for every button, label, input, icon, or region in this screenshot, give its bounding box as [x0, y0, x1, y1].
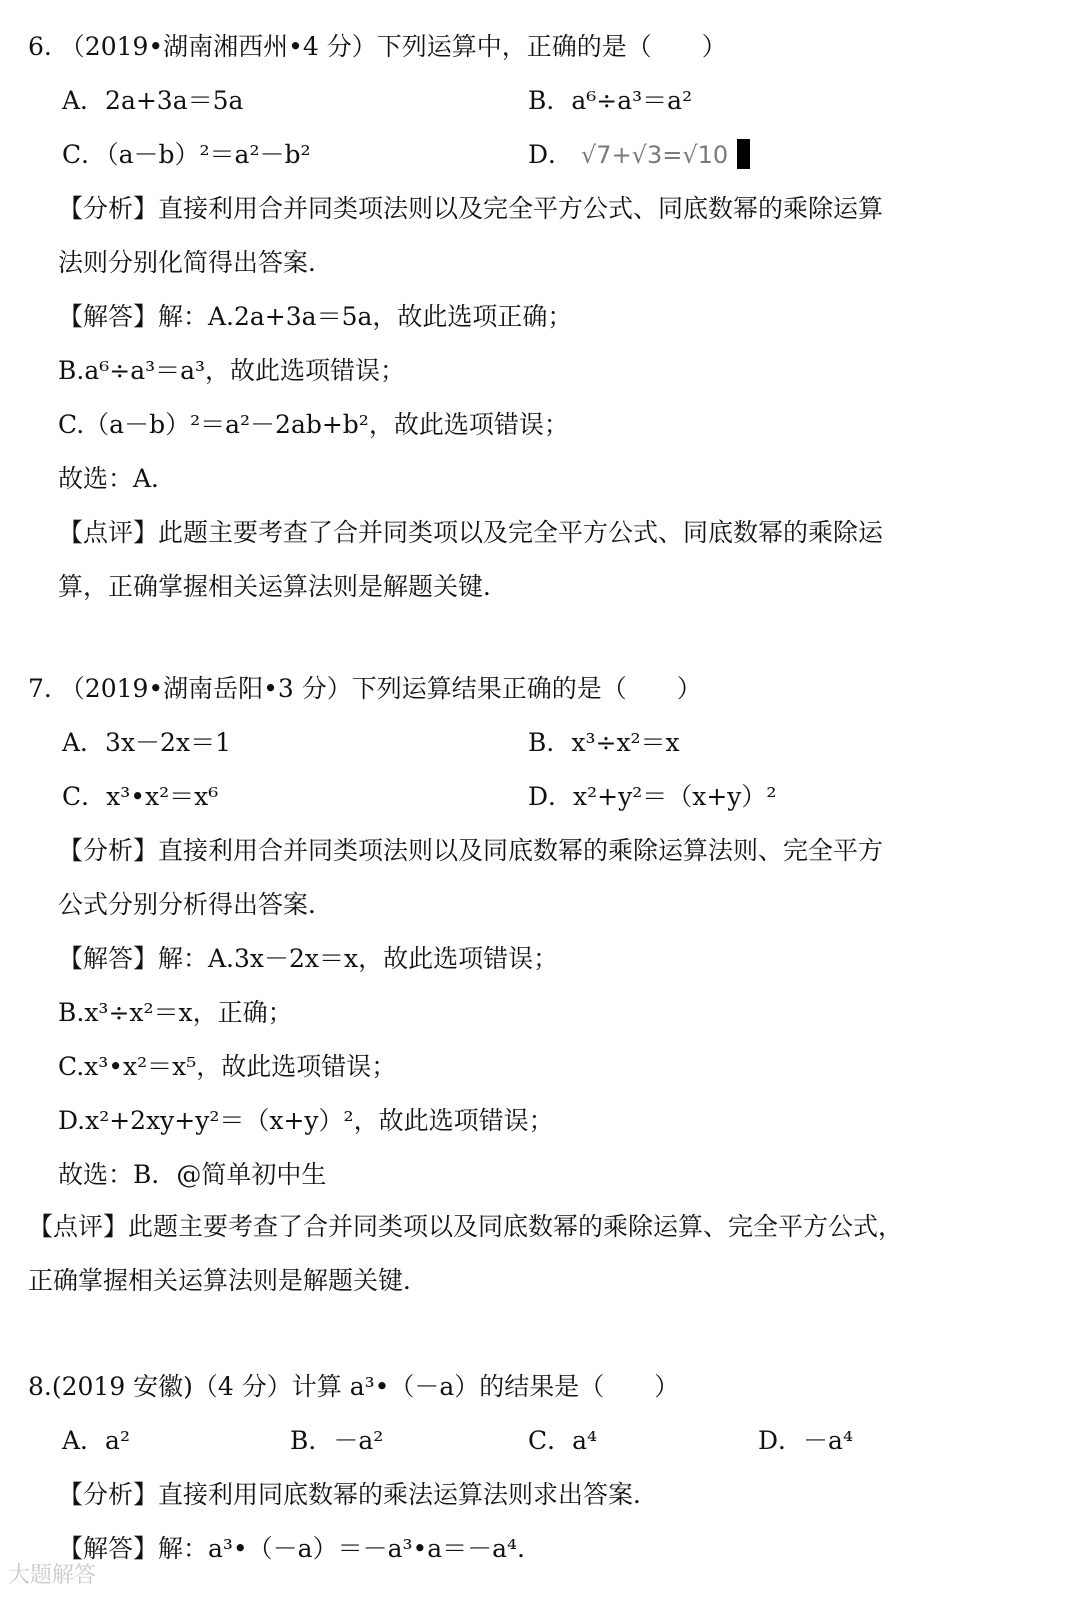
q8-analysis-line-1: 【分析】直接利用同底数幂的乘法运算法则求出答案．: [58, 1480, 659, 1509]
q7-option-d: D．x²+y²＝（x+y）²: [528, 782, 777, 811]
redaction-bar: [737, 139, 750, 169]
q6-answer-line-1: 【解答】解：A.2a+3a＝5a，故此选项正确；: [58, 302, 573, 331]
q8-stem: 8.(2019 安徽)（4 分）计算 a³•（－a）的结果是（ ）: [28, 1372, 680, 1401]
q8-option-c: C．a⁴: [528, 1426, 598, 1455]
q8-answer-line-1: 【解答】解：a³•（－a）＝－a³•a＝－a⁴．: [58, 1534, 543, 1563]
q8-option-b: B．－a²: [290, 1426, 384, 1455]
q7-analysis-line-1: 【分析】直接利用合并同类项法则以及同底数幂的乘除运算法则、完全平方: [58, 836, 884, 865]
q8-option-a: A．a²: [62, 1426, 130, 1455]
q6-option-c: C．（a－b）²＝a²－b²: [62, 140, 311, 169]
q6-comment-line-2: 算，正确掌握相关运算法则是解题关键．: [58, 572, 509, 601]
q6-option-d: [528, 138, 751, 172]
q7-answer-line-2: B.x³÷x²＝x，正确；: [58, 998, 293, 1027]
q6-comment-line-1: 【点评】此题主要考查了合并同类项以及完全平方公式、同底数幂的乘除运: [58, 518, 884, 547]
q7-option-c: C．x³•x²＝x⁶: [62, 782, 219, 811]
q7-analysis-line-2: 公式分别分析得出答案．: [58, 890, 334, 919]
q6-option-d-label: D．: [528, 140, 574, 169]
q8-option-d: D．－a⁴: [758, 1426, 853, 1455]
q7-answer-line-3: C.x³•x²＝x⁵，故此选项错误；: [58, 1052, 397, 1081]
q7-stem: 7. （2019•湖南岳阳•3 分）下列运算结果正确的是（ ）: [28, 674, 702, 703]
q6-option-b: B．a⁶÷a³＝a²: [528, 86, 693, 115]
q7-option-a: A．3x－2x＝1: [62, 728, 231, 757]
q7-comment-line-1: 【点评】此题主要考查了合并同类项以及同底数幂的乘除运算、完全平方公式，: [28, 1212, 904, 1241]
q7-answer-line-5: 故选：B．@简单初中生: [58, 1160, 327, 1189]
q6-answer-line-3: C.（a－b）²＝a²－2ab+b²，故此选项错误；: [58, 410, 569, 439]
q7-answer-line-1: 【解答】解：A.3x－2x＝x，故此选项错误；: [58, 944, 559, 973]
q6-analysis-line-1: 【分析】直接利用合并同类项法则以及完全平方公式、同底数幂的乘除运算: [58, 194, 884, 223]
q6-answer-line-2: B.a⁶÷a³＝a³，故此选项错误；: [58, 356, 406, 385]
q7-comment-line-2: 正确掌握相关运算法则是解题关键．: [28, 1266, 429, 1295]
q7-option-b: B．x³÷x²＝x: [528, 728, 680, 757]
q7-answer-line-4: D.x²+2xy+y²＝（x+y）²，故此选项错误；: [58, 1106, 554, 1135]
q6-option-a: A．2a+3a＝5a: [62, 86, 244, 115]
q6-answer-line-4: 故选：A．: [58, 464, 177, 493]
q6-stem: 6. （2019•湖南湘西州•4 分）下列运算中，正确的是（ ）: [28, 32, 727, 61]
q6-option-d-expression: √7+√3=√10: [581, 141, 729, 169]
q6-analysis-line-2: 法则分别化简得出答案．: [58, 248, 334, 277]
watermark: 大题解答: [8, 1563, 97, 1588]
